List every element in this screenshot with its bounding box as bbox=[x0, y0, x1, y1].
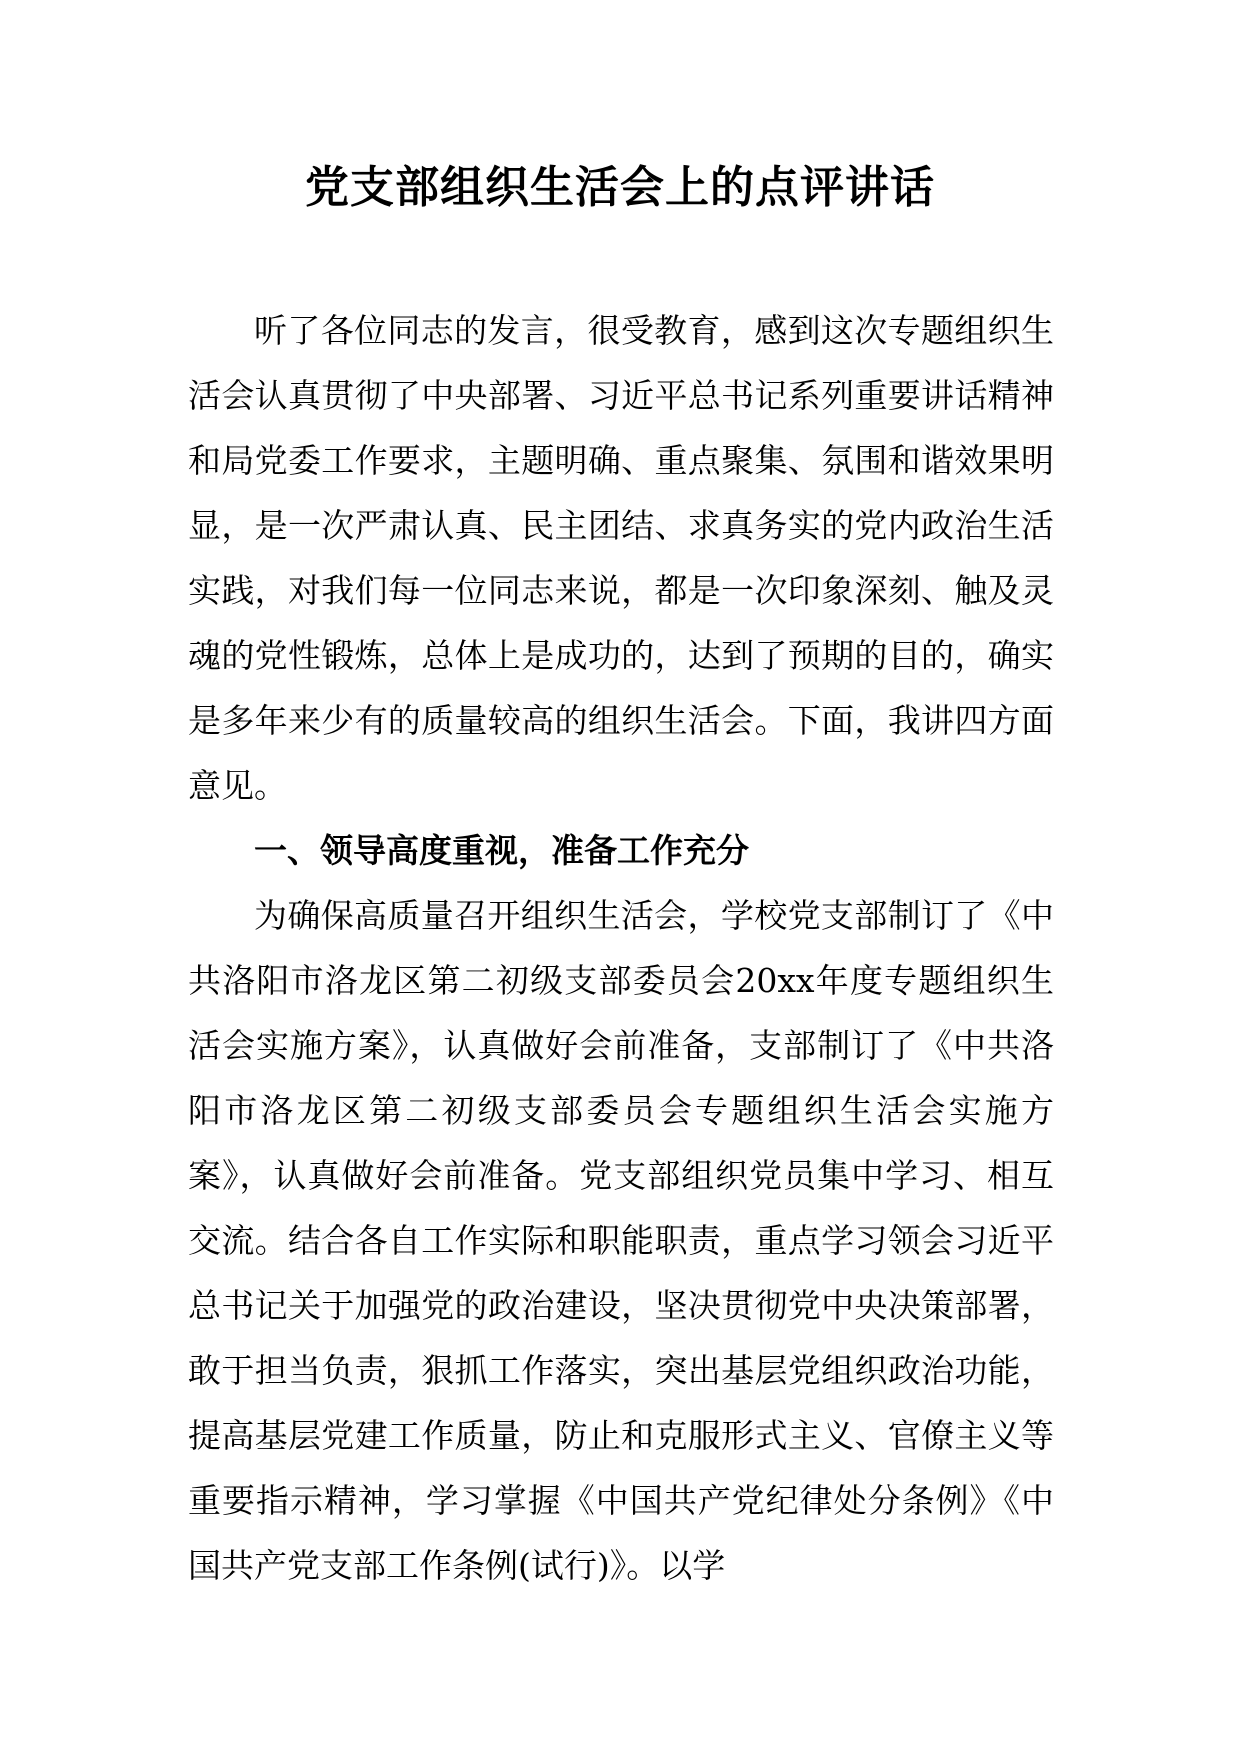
document-body bbox=[188, 298, 1054, 1598]
paragraph-intro: 听了各位同志的发言，很受教育，感到这次专题组织生活会认真贯彻了中央部署、习近平总书记系列重要讲话精神和局党委工作要求，主题明确、重点聚集、氛围和谐效果明显，是一次严肃认真、民主团结、求真务实的党内政治生活实践，对我们每一位同志来说，都是一次印象深刻、触及灵魂的党性锻炼，总体上是成功的，达到了预期的目的，确实是多年来少有的质量较高的组织生活会。下面，我讲四方面意见。 bbox=[188, 311, 1054, 805]
document-title: 党支部组织生活会上的点评讲话 bbox=[305, 162, 935, 213]
paragraph-section-1: 为确保高质量召开组织生活会，学校党支部制订了《中共洛阳市洛龙区第二初级支部委员会20xx年度专题组织生活会实施方案》，认真做好会前准备，支部制订了《中共洛阳市洛龙区第二初级支部委员会专题组织生活会实施方案》，认真做好会前准备。党支部组织党员集中学习、相互交流。结合各自工作实际和职能职责，重点学习领会习近平总书记关于加强党的政治建设，坚决贯彻党中央决策部署，敢于担当负责，狠抓工作落实，突出基层党组织政治功能，提高基层党建工作质量，防止和克服形式主义、官僚主义等重要指示精神，学习掌握《中国共产党纪律处分条例》《中国共产党支部工作条例(试行)》。以学 bbox=[188, 896, 1054, 1585]
section-heading-1: 一、领导高度重视，准备工作充分 bbox=[254, 831, 749, 870]
